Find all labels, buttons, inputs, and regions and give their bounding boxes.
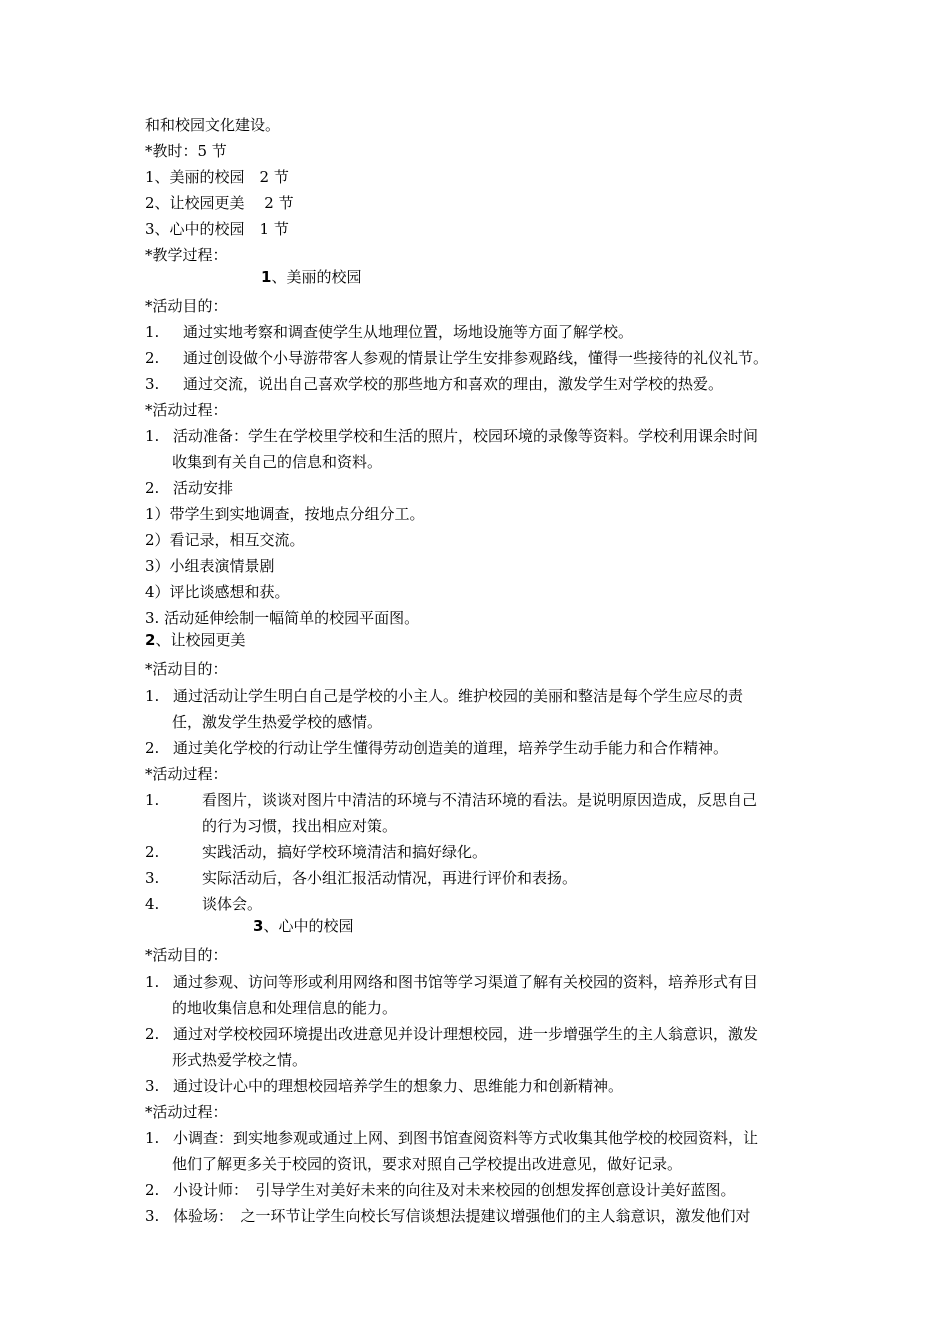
list-number: 1. [145,323,160,341]
list-text: 通过活动让学生明白自己是学校的小主人。维护校园的美丽和整洁是每个学生应尽的责 [173,687,744,705]
text-line: 的地收集信息和处理信息的能力。 [172,999,398,1017]
list-number: 2. [145,1181,160,1199]
heading-number: 3 [253,917,264,935]
section-heading-2 [145,627,835,653]
text-line: 1）带学生到实地调查，按地点分组分工。 [145,505,425,523]
section-heading-1 [261,264,950,290]
list-item [145,839,835,865]
list-text: 通过美化学校的行动让学生懂得劳动创造美的道理，培养学生动手能力和合作精神。 [173,739,729,757]
text-line: *活动目的： [145,297,228,315]
list-text: 体验场： 之一环节让学生向校长写信谈想法提建议增强他们的主人翁意识，激发他们对 [173,1207,751,1225]
text-line: 3. 活动延伸绘制一幅简单的校园平面图。 [145,609,420,627]
list-text: 通过实地考察和调查使学生从地理位置，场地设施等方面了解学校。 [183,323,634,341]
text-line: 2）看记录，相互交流。 [145,531,305,549]
list-number: 2. [145,843,160,861]
heading-text: 、美丽的校园 [271,268,362,286]
list-number: 1. [145,427,160,445]
list-text: 通过设计心中的理想校园培养学生的想象力、思维能力和创新精神。 [173,1077,624,1095]
list-item [145,735,835,761]
list-text: 谈体会。 [202,895,263,913]
text-line: 收集到有关自己的信息和资料。 [172,453,383,471]
list-item [145,423,835,449]
text-line: 2、让校园更美 2 节 [145,194,294,212]
list-number: 3. [145,1077,160,1095]
heading-number: 2 [145,631,156,649]
list-item [145,1021,835,1047]
list-number: 3. [145,1207,160,1225]
list-item [145,1073,835,1099]
section-heading-3 [253,913,943,939]
text-line: *活动目的： [145,946,228,964]
text-line: 他们了解更多关于校园的资讯，要求对照自己学校提出改进意见，做好记录。 [172,1155,683,1173]
list-text: 通过参观、访问等形或利用网络和图书馆等学习渠道了解有关校园的资料，培养形式有目 [173,973,759,991]
list-text: 小设计师： 引导学生对美好未来的向往及对未来校园的创想发挥创意设计美好蓝图。 [173,1181,736,1199]
text-line: *活动过程： [145,1103,228,1121]
text-line: *活动过程： [145,765,228,783]
text-line: 形式热爱学校之情。 [172,1051,308,1069]
list-item [145,1203,835,1229]
list-number: 3. [145,869,160,887]
list-number: 2. [145,349,160,367]
text-line: 任，激发学生热爱学校的感情。 [172,713,383,731]
list-text: 通过对学校校园环境提出改进意见并设计理想校园，进一步增强学生的主人翁意识，激发 [173,1025,759,1043]
list-text: 小调查：到实地参观或通过上网、到图书馆查阅资料等方式收集其他学校的校园资料，让 [173,1129,759,1147]
text-line: 和和校园文化建设。 [145,116,281,134]
list-number: 1. [145,687,160,705]
list-text: 通过创设做个小导游带客人参观的情景让学生安排参观路线，懂得一些接待的礼仪礼节。 [183,349,769,367]
list-number: 1. [145,791,160,809]
text-line: *活动目的： [145,660,228,678]
list-item [145,865,835,891]
text-line: *教时：5 节 [145,142,227,160]
list-item [145,683,835,709]
list-number: 1. [145,1129,160,1147]
list-item [145,371,835,397]
text-line: 1、美丽的校园 2 节 [145,168,289,186]
text-line: 3、心中的校园 1 节 [145,220,289,238]
list-text: 实际活动后，各小组汇报活动情况，再进行评价和表扬。 [202,869,578,887]
list-number: 2. [145,1025,160,1043]
list-item [145,969,835,995]
text-line: *教学过程： [145,246,228,264]
list-text: 看图片，谈谈对图片中清洁的环境与不清洁环境的看法。是说明原因造成，反思自己 [202,791,758,809]
text-line: 4）评比谈感想和获。 [145,583,290,601]
list-text: 活动安排 [173,479,234,497]
heading-number: 1 [261,268,272,286]
list-item [145,475,835,501]
text-line: 的行为习惯，找出相应对策。 [202,817,398,835]
list-item [145,1125,835,1151]
list-item [145,787,835,813]
list-number: 3. [145,375,160,393]
list-number: 2. [145,479,160,497]
list-number: 2. [145,739,160,757]
heading-text: 、让校园更美 [155,631,246,649]
text-line: 3）小组表演情景剧 [145,557,275,575]
list-number: 4. [145,895,160,913]
list-text: 活动准备：学生在学校里学校和生活的照片，校园环境的录像等资料。学校利用课余时间 [173,427,759,445]
list-item [145,345,835,371]
list-text: 通过交流，说出自己喜欢学校的那些地方和喜欢的理由，激发学生对学校的热爱。 [183,375,724,393]
list-item [145,319,835,345]
list-item [145,1177,835,1203]
heading-text: 、心中的校园 [263,917,354,935]
text-line: *活动过程： [145,401,228,419]
list-number: 1. [145,973,160,991]
list-text: 实践活动，搞好学校环境清洁和搞好绿化。 [202,843,488,861]
